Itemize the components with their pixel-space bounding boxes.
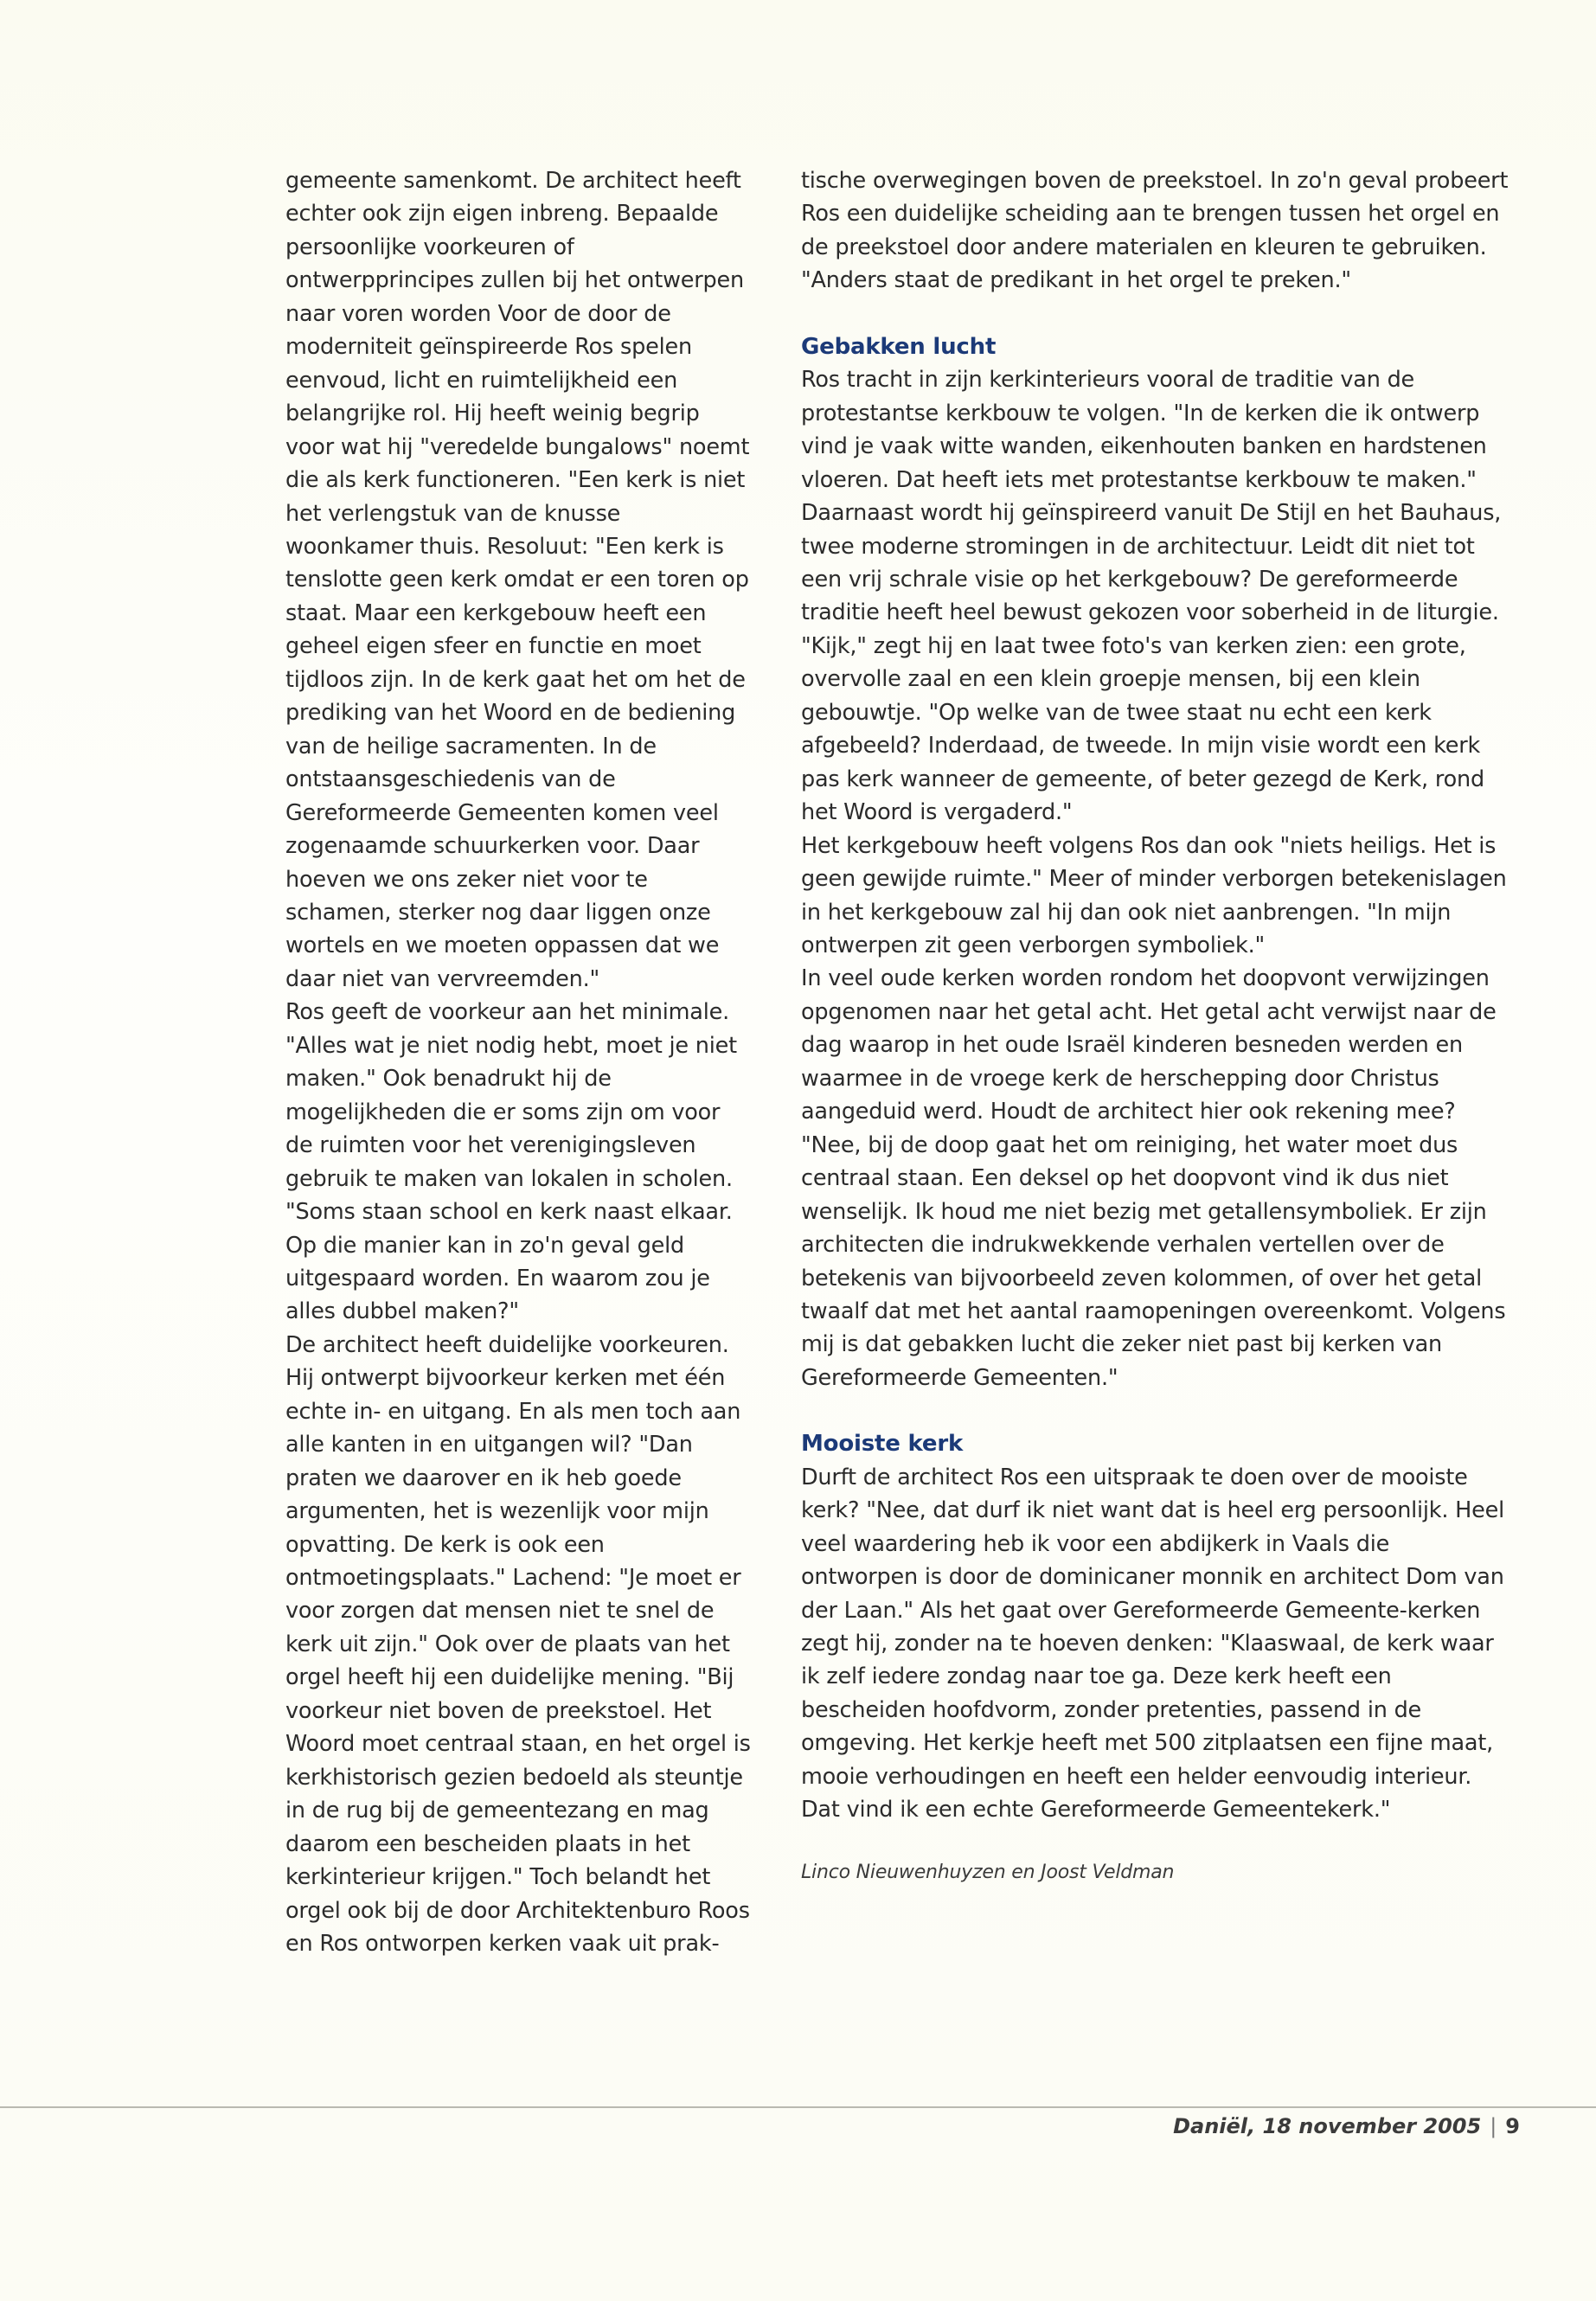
section-heading-mooiste-kerk: Mooiste kerk (801, 1431, 964, 1458)
author-byline: Linco Nieuwenhuyzen en Joost Veldman (801, 1861, 1175, 1883)
section-heading-gebakken-lucht: Gebakken lucht (801, 333, 997, 360)
footer-divider (0, 2106, 1596, 2108)
gebakken-lucht-paragraph-3: In veel oude kerken worden rondom het doopvont verwijzingen opgenomen naar het getal acht. Het getal acht verwijst naar de dag waarop in het oude Israël kinderen besneden werden en waarmee in de vroege kerk de herschepping door Christus aangeduid werd. Houdt de architect hier ook rekening mee? "Nee, bij de doop gaat het om reiniging, het water moet dus centraal staan. Een deksel op het doopvont vind ik dus niet wenselijk. Ik houd me niet bezig met getallensymboliek. Er zijn architecten die indrukwekkende verhalen vertellen over de betekenis van bijvoorbeeld zeven kolommen, of over het getal twaalf dat met het aantal raamopeningen overeenkomt. Volgens mij is dat gebakken lucht die zeker niet past bij kerken van Gereformeerde Gemeenten." (801, 965, 1506, 1391)
left-paragraph-2: Ros geeft de voorkeur aan het minimale. "Alles wat je niet nodig hebt, moet je niet maken." Ook benadrukt hij de mogelijkheden die er soms zijn om voor de ruimten voor het verenigingsleven gebruik te maken van lokalen in scholen. "Soms staan school en kerk naast elkaar. Op die manier kan in zo'n geval geld uitgespaard worden. En waarom zou je alles dubbel maken?" (285, 999, 737, 1325)
gebakken-lucht-paragraph-1: Ros tracht in zijn kerkinterieurs vooral de traditie van de protestantse kerkbouw te volgen. "In de kerken die ik ontwerp vind je vaak witte wanden, eikenhouten banken en hardstenen vloeren. Dat heeft iets met protestantse kerkbouw te maken." Daarnaast wordt hij geïnspireerd vanuit De Stijl en het Bauhaus, twee moderne stromingen in de architectuur. Leidt dit niet tot een vrij schrale visie op het kerkgebouw? De gereformeerde traditie heeft heel bewust gekozen voor soberheid in de liturgie. "Kijk," zegt hij en laat twee foto's van kerken zien: een grote, overvolle zaal en een klein groepje mensen, bij een klein gebouwtje. "Op welke van de twee staat nu echt een kerk afgebeeld? Inderdaad, de tweede. In mijn visie wordt een kerk pas kerk wanneer de gemeente, of beter gezegd de Kerk, rond het Woord is vergaderd." (801, 367, 1502, 826)
footer-publication-date: Daniël, 18 november 2005 (1173, 2114, 1482, 2138)
page-number: 9 (1505, 2114, 1520, 2138)
footer-separator: | (1490, 2114, 1497, 2138)
left-column (285, 164, 753, 1960)
left-paragraph-1: gemeente samenkomt. De architect heeft echter ook zijn eigen inbreng. Bepaalde persoonlijke voorkeuren of ontwerpprincipes zullen bij het ontwerpen naar voren worden Voor de door de moderniteit geïnspireerde Ros spelen eenvoud, licht en ruimtelijkheid een belangrijke rol. Hij heeft weinig begrip voor wat hij "veredelde bungalows" noemt die als kerk functioneren. "Een kerk is niet het verlengstuk van de knusse woonkamer thuis. Resoluut: "Een kerk is tenslotte geen kerk omdat er een toren op staat. Maar een kerkgebouw heeft een geheel eigen sfeer en functie en moet tijdloos zijn. In de kerk gaat het om het de prediking van het Woord en de bediening van de heilige sacramenten. In de ontstaansgeschiedenis van de Gereformeerde Gemeenten komen veel zogenaamde schuurkerken voor. Daar hoeven we ons zeker niet voor te schamen, sterker nog daar liggen onze wortels en we moeten oppassen dat we daar niet van vervreemden." (285, 168, 750, 992)
right-column (801, 164, 1510, 1889)
page-footer (1173, 2114, 1520, 2138)
gebakken-lucht-paragraph-2: Het kerkgebouw heeft volgens Ros dan ook "niets heiligs. Het is geen gewijde ruimte." Meer of minder verborgen betekenislagen in het kerkgebouw zal hij dan ook niet aanbrengen. "In mijn ontwerpen zit geen verborgen symboliek." (801, 832, 1507, 958)
left-paragraph-3: De architect heeft duidelijke voorkeuren. Hij ontwerpt bijvoorkeur kerken met één echte in- en uitgang. En als men toch aan alle kanten in en uitgangen wil? "Dan praten we daarover en ik heb goede argumenten, het is wezenlijk voor mijn opvatting. De kerk is ook een ontmoetingsplaats." Lachend: "Je moet er voor zorgen dat mensen niet te snel de kerk uit zijn." Ook over de plaats van het orgel heeft hij een duidelijke mening. "Bij voorkeur niet boven de preekstoel. Het Woord moet centraal staan, en het orgel is kerkhistorisch gezien bedoeld als steuntje in de rug bij de gemeentezang en mag daarom een bescheiden plaats in het kerkinterieur krijgen." Toch belandt het orgel ook bij de door Architektenburo Roos en Ros ontworpen kerken vaak uit prak- (285, 1331, 751, 1958)
mooiste-kerk-paragraph: Durft de architect Ros een uitspraak te doen over de mooiste kerk? "Nee, dat durf ik niet want dat is heel erg persoonlijk. Heel veel waardering heb ik voor een abdijkerk in Vaals die ontworpen is door de dominicaner monnik en architect Dom van der Laan." Als het gaat over Gereformeerde Gemeente-kerken zegt hij, zonder na te hoeven denken: "Klaaswaal, de kerk waar ik zelf iedere zondag naar toe ga. Deze kerk heeft een bescheiden hoofdvorm, zonder pretenties, passend in de omgeving. Het kerkje heeft met 500 zitplaatsen een fijne maat, mooie verhoudingen en heeft een helder eenvoudig interieur. Dat vind ik een echte Gereformeerde Gemeentekerk." (801, 1464, 1505, 1823)
right-intro-paragraph: tische overwegingen boven de preekstoel. In zo'n geval probeert Ros een duidelijke scheiding aan te brengen tussen het orgel en de preekstoel door andere materialen en kleuren te gebruiken. "Anders staat de predikant in het orgel te preken." (801, 168, 1509, 294)
